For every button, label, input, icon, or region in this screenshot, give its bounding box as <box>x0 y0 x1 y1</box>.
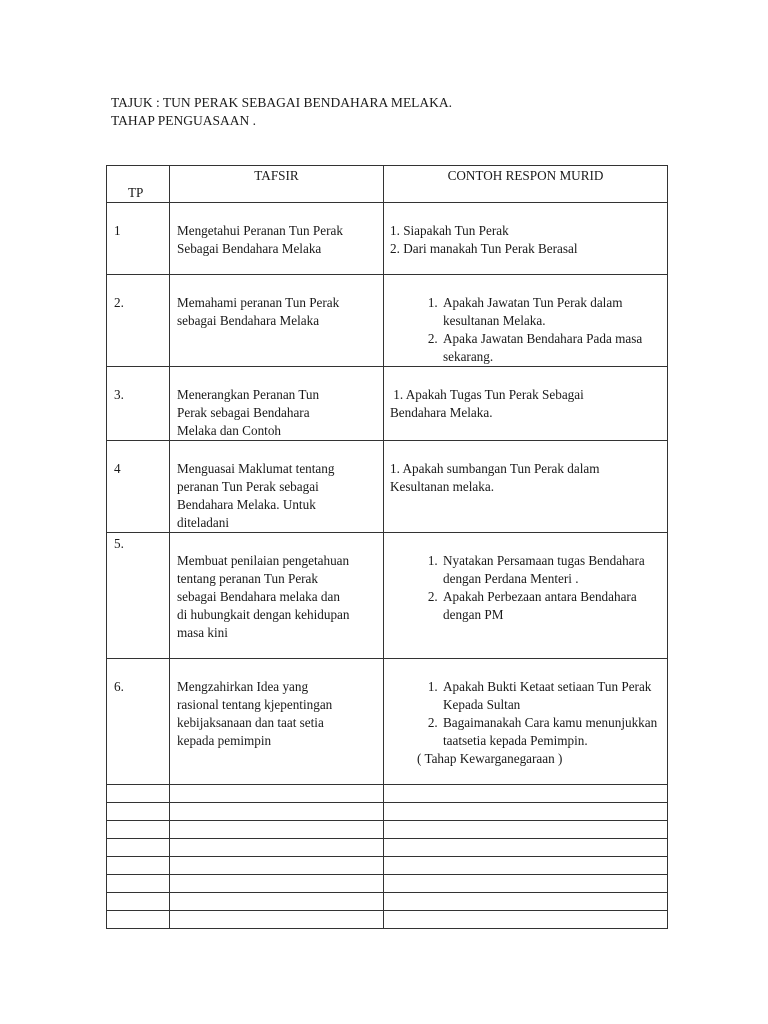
tafsir-cell: Mengetahui Peranan Tun Perak Sebagai Bendahara Melaka <box>170 203 384 275</box>
empty-row <box>107 893 668 911</box>
tp-level: 1 <box>107 203 170 275</box>
respon-cell <box>384 275 668 367</box>
empty-row <box>107 839 668 857</box>
assessment-table <box>106 165 668 929</box>
empty-row <box>107 821 668 839</box>
list-item: 2. Bagaimanakah Cara kamu menunjukkan taatsetia kepada Pemimpin. <box>441 714 661 750</box>
tafsir-cell: Membuat penilaian pengetahuan tentang peranan Tun Perak sebagai Bendahara melaka dan di hubungkait dengan kehidupan masa kini <box>170 533 384 659</box>
document-subtitle: TAHAP PENGUASAAN . <box>111 113 257 128</box>
tp-level: 4 <box>107 441 170 533</box>
header-tafsir: TAFSIR <box>170 166 384 203</box>
table-row <box>107 659 668 785</box>
list-item: 1. Apakah Bukti Ketaat setiaan Tun Perak Kepada Sultan <box>441 678 661 714</box>
respon-note: ( Tahap Kewarganegaraan ) <box>417 751 563 766</box>
table-row <box>107 441 668 533</box>
header-respon: CONTOH RESPON MURID <box>384 166 668 203</box>
tafsir-cell: Menerangkan Peranan Tun Perak sebagai Bendahara Melaka dan Contoh <box>170 367 384 441</box>
empty-row <box>107 857 668 875</box>
tp-level: 5. <box>107 533 170 659</box>
empty-row <box>107 911 668 929</box>
document-header <box>111 94 452 130</box>
empty-row <box>107 803 668 821</box>
table-row <box>107 533 668 659</box>
tafsir-cell: Mengzahirkan Idea yang rasional tentang kjepentingan kebijaksanaan dan taat setia kepada pemimpin <box>170 659 384 785</box>
tafsir-cell: Memahami peranan Tun Perak sebagai Bendahara Melaka <box>170 275 384 367</box>
respon-cell: 1. Apakah Tugas Tun Perak Sebagai Bendahara Melaka. <box>384 367 668 441</box>
tp-level: 2. <box>107 275 170 367</box>
table-row <box>107 203 668 275</box>
header-tp: TP <box>107 166 170 203</box>
tp-level: 3. <box>107 367 170 441</box>
table-row <box>107 367 668 441</box>
list-item: 1. Apakah Jawatan Tun Perak dalam kesultanan Melaka. <box>441 294 661 330</box>
list-item: 2. Apaka Jawatan Bendahara Pada masa sekarang. <box>441 330 661 366</box>
respon-cell <box>384 533 668 659</box>
list-item: 2. Apakah Perbezaan antara Bendahara dengan PM <box>441 588 661 624</box>
list-item: 1. Nyatakan Persamaan tugas Bendahara dengan Perdana Menteri . <box>441 552 661 588</box>
respon-cell: 1. Siapakah Tun Perak 2. Dari manakah Tun Perak Berasal <box>384 203 668 275</box>
tafsir-cell: Menguasai Maklumat tentang peranan Tun Perak sebagai Bendahara Melaka. Untuk diteladani <box>170 441 384 533</box>
respon-cell: 1. Apakah sumbangan Tun Perak dalam Kesultanan melaka. <box>384 441 668 533</box>
empty-row <box>107 785 668 803</box>
table-row <box>107 275 668 367</box>
document-title: TAJUK : TUN PERAK SEBAGAI BENDAHARA MELAKA. <box>111 95 453 110</box>
tp-level: 6. <box>107 659 170 785</box>
table-header-row <box>107 166 668 203</box>
respon-cell <box>384 659 668 785</box>
empty-row <box>107 875 668 893</box>
